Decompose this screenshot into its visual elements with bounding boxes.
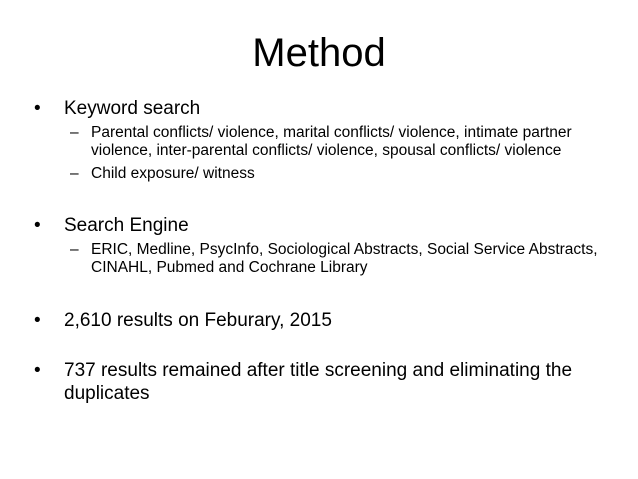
sub-bullet-text: ERIC, Medline, PsycInfo, Sociological Abstracts, Social Service Abstracts, CINAHL, Pubmed and Cochrane Library (91, 241, 598, 276)
slide-title: Method (252, 31, 386, 75)
bullet-text: Search Engine (64, 215, 189, 236)
sub-bullet-child-exposure (34, 165, 604, 183)
bullet-text: 2,610 results on Feburary, 2015 (64, 310, 332, 331)
bullet-text: Keyword search (64, 98, 201, 119)
bullet-results-count (34, 309, 604, 332)
bullet-dot: • (34, 360, 41, 381)
bullet-search-engine (34, 214, 604, 237)
sub-bullet-dash: – (70, 241, 79, 258)
sub-bullet-dash: – (70, 124, 79, 141)
bullet-dot: • (34, 310, 41, 331)
sub-bullet-text: Child exposure/ witness (91, 165, 255, 182)
bullet-dot: • (34, 98, 41, 119)
bullet-results-remaining (34, 359, 604, 405)
bullet-text: 737 results remained after title screening and eliminating the duplicates (64, 360, 573, 404)
bullet-keyword-search (34, 97, 604, 120)
sub-bullet-databases (34, 241, 604, 277)
sub-bullet-search-terms (34, 124, 604, 160)
slide-content (34, 97, 604, 405)
bullet-dot: • (34, 215, 41, 236)
sub-bullet-text: Parental conflicts/ violence, marital conflicts/ violence, intimate partner violence, inter-parental conflicts/ violence, spousal conflicts/ violence (91, 124, 572, 159)
sub-bullet-dash: – (70, 165, 79, 182)
